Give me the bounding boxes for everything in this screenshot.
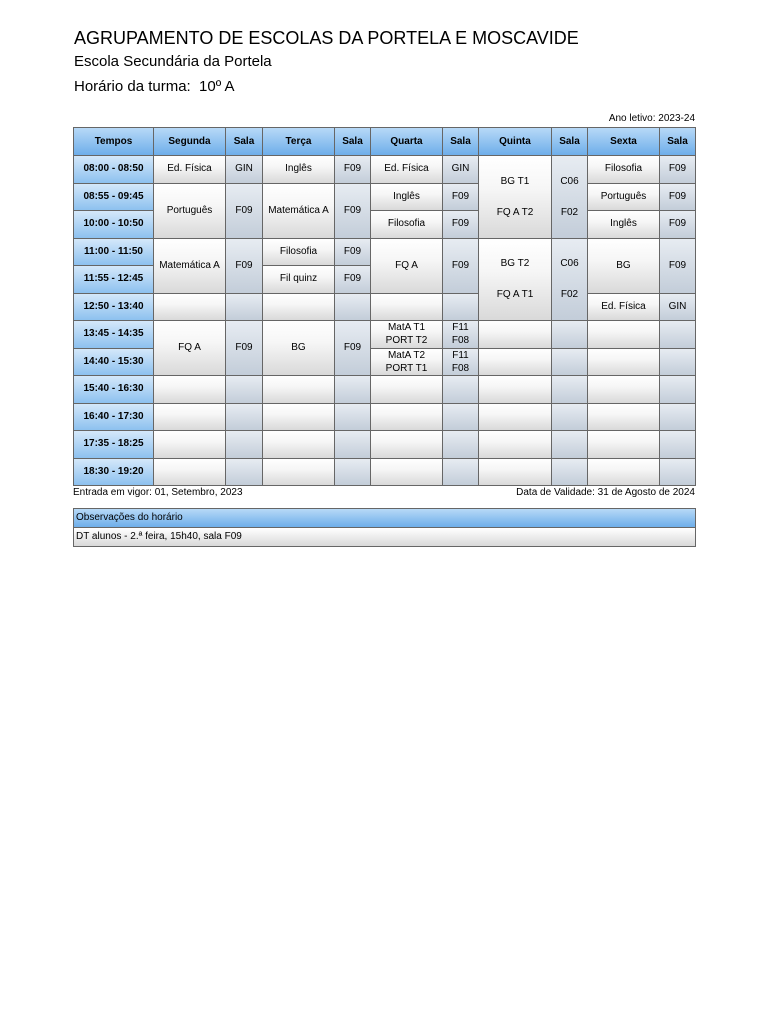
time-slot: 10:00 - 10:50 [74,211,153,238]
lesson-subject: Filosofia [263,239,334,266]
empty-lesson-cell [154,459,225,486]
empty-room-cell [335,294,370,321]
class-label: Horário da turma: 10º A [74,78,235,95]
empty-lesson-cell [263,431,334,458]
split-lesson-subject [371,321,442,348]
lesson-subject: FQ A [154,321,225,375]
subject-line: MatA T2 [387,349,426,361]
empty-lesson-cell [371,294,442,321]
lesson-subject: Filosofia [588,156,659,183]
school-name: Escola Secundária da Portela [74,53,272,70]
school-year: Ano letivo: 2023-24 [608,113,695,124]
time-slot: 13:45 - 14:35 [74,321,153,348]
lesson-room: GIN [660,294,695,321]
subject-line: FQ A T2 [496,206,534,218]
lesson-room: F09 [335,321,370,375]
empty-room-cell [552,404,587,431]
empty-room-cell [335,404,370,431]
lesson-room: F09 [335,239,370,266]
time-slot: 08:55 - 09:45 [74,184,153,211]
empty-lesson-cell [588,459,659,486]
lesson-room: F09 [335,184,370,238]
empty-room-cell [552,321,587,348]
room-line: C06 [560,258,579,270]
time-slot: 14:40 - 15:30 [74,349,153,376]
empty-room-cell [335,376,370,403]
empty-lesson-cell [154,431,225,458]
empty-lesson-cell [479,349,551,376]
lesson-subject: Português [588,184,659,211]
empty-lesson-cell [479,431,551,458]
empty-lesson-cell [154,404,225,431]
time-slot: 18:30 - 19:20 [74,459,153,486]
lesson-subject: Inglês [588,211,659,238]
empty-room-cell [552,349,587,376]
empty-room-cell [660,404,695,431]
room-line: F02 [560,206,579,218]
lesson-room: F09 [660,156,695,183]
lesson-room: F09 [226,184,262,238]
empty-room-cell [226,459,262,486]
empty-room-cell [552,459,587,486]
empty-lesson-cell [263,294,334,321]
observations-box [73,508,696,547]
empty-room-cell [443,431,478,458]
lesson-room: F09 [226,239,262,293]
organization-title: AGRUPAMENTO DE ESCOLAS DA PORTELA E MOSCAVIDE [74,28,579,48]
time-slot: 11:00 - 11:50 [74,239,153,266]
lesson-subject: FQ A [371,239,442,293]
empty-lesson-cell [479,321,551,348]
empty-lesson-cell [371,459,442,486]
empty-room-cell [443,294,478,321]
lesson-subject: Ed. Física [154,156,225,183]
lesson-subject: Fil quinz [263,266,334,293]
empty-lesson-cell [154,376,225,403]
empty-room-cell [443,404,478,431]
lesson-room: F09 [443,239,478,293]
empty-room-cell [552,431,587,458]
room-line: C06 [560,175,579,187]
room-line: F11 [452,349,469,361]
empty-room-cell [660,349,695,376]
header-tempos: Tempos [74,128,153,155]
empty-room-cell [335,431,370,458]
lesson-room: F09 [226,321,262,375]
time-slot: 16:40 - 17:30 [74,404,153,431]
timetable-grid [73,127,696,486]
room-line: F08 [451,335,470,347]
effective-date: Entrada em vigor: 01, Setembro, 2023 [73,487,243,498]
empty-lesson-cell [371,376,442,403]
split-lesson-room [443,321,478,348]
empty-lesson-cell [479,404,551,431]
subject-line: MatA T1 [387,322,426,334]
lesson-subject: Matemática A [263,184,334,238]
empty-room-cell [335,459,370,486]
empty-lesson-cell [371,404,442,431]
header-sala: Sala [443,128,478,155]
header-quarta: Quarta [371,128,442,155]
subject-line: FQ A T1 [496,289,534,301]
empty-lesson-cell [588,321,659,348]
empty-lesson-cell [263,459,334,486]
empty-room-cell [226,294,262,321]
empty-lesson-cell [479,376,551,403]
split-lesson-subject [479,239,551,321]
lesson-room: GIN [226,156,262,183]
room-line: F08 [451,362,470,374]
lesson-subject: Matemática A [154,239,225,293]
empty-room-cell [660,376,695,403]
empty-room-cell [552,376,587,403]
empty-lesson-cell [588,349,659,376]
empty-lesson-cell [263,404,334,431]
header-sala: Sala [552,128,587,155]
empty-room-cell [660,459,695,486]
lesson-subject: Inglês [263,156,334,183]
empty-room-cell [226,431,262,458]
time-slot: 08:00 - 08:50 [74,156,153,183]
header-sala: Sala [660,128,695,155]
empty-room-cell [660,431,695,458]
split-lesson-room [552,239,587,321]
lesson-room: F09 [443,184,478,211]
room-line: F11 [452,322,469,334]
lesson-subject: Filosofia [371,211,442,238]
empty-room-cell [443,376,478,403]
empty-lesson-cell [588,431,659,458]
empty-lesson-cell [371,431,442,458]
room-line: F02 [560,289,579,301]
lesson-room: F09 [660,184,695,211]
header-quinta: Quinta [479,128,551,155]
time-slot: 11:55 - 12:45 [74,266,153,293]
empty-lesson-cell [588,376,659,403]
lesson-subject: Português [154,184,225,238]
subject-line: PORT T2 [385,335,428,347]
lesson-room: F09 [660,239,695,293]
empty-lesson-cell [154,294,225,321]
lesson-room: GIN [443,156,478,183]
header-segunda: Segunda [154,128,225,155]
time-slot: 17:35 - 18:25 [74,431,153,458]
header-sexta: Sexta [588,128,659,155]
time-slot: 15:40 - 16:30 [74,376,153,403]
empty-room-cell [226,376,262,403]
lesson-room: F09 [335,266,370,293]
empty-room-cell [226,404,262,431]
lesson-subject: Ed. Física [371,156,442,183]
empty-lesson-cell [263,376,334,403]
lesson-subject: BG [588,239,659,293]
lesson-subject: BG [263,321,334,375]
subject-line: BG T1 [500,175,530,187]
lesson-subject: Ed. Física [588,294,659,321]
observations-title: Observações do horário [74,509,695,528]
empty-lesson-cell [588,404,659,431]
valid-until-date: Data de Validade: 31 de Agosto de 2024 [516,487,695,498]
split-lesson-subject [479,156,551,238]
header-terca: Terça [263,128,334,155]
empty-room-cell [660,321,695,348]
header-sala: Sala [226,128,262,155]
empty-lesson-cell [479,459,551,486]
lesson-room: F09 [335,156,370,183]
lesson-subject: Inglês [371,184,442,211]
subject-line: BG T2 [500,258,530,270]
time-slot: 12:50 - 13:40 [74,294,153,321]
lesson-room: F09 [443,211,478,238]
split-lesson-room [443,349,478,376]
subject-line: PORT T1 [385,362,428,374]
empty-room-cell [443,459,478,486]
split-lesson-room [552,156,587,238]
header-sala: Sala [335,128,370,155]
lesson-room: F09 [660,211,695,238]
observation-item: DT alunos - 2.ª feira, 15h40, sala F09 [74,528,695,546]
split-lesson-subject [371,349,442,376]
